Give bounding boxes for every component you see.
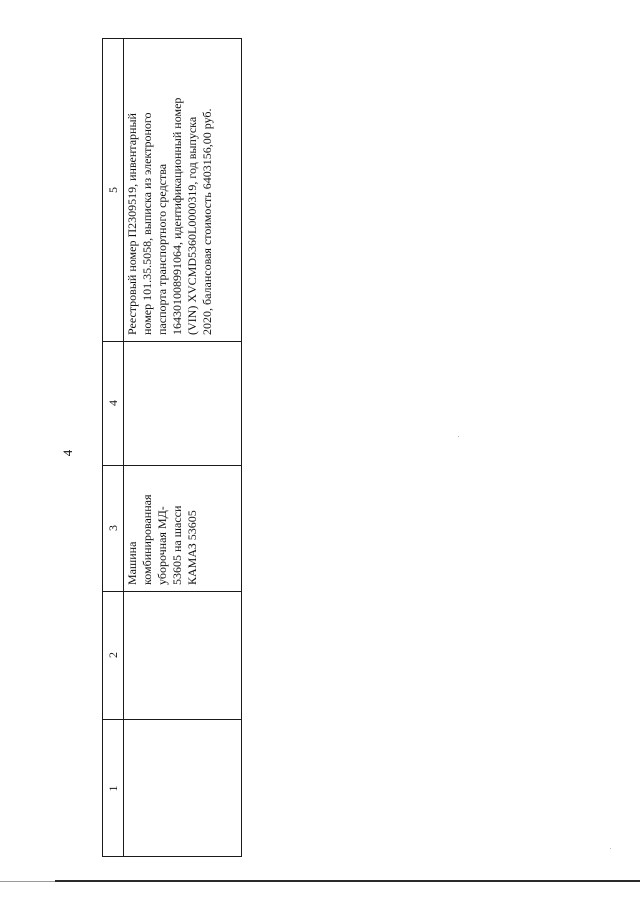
header-col-1: 1 xyxy=(106,785,120,792)
header-col-5: 5 xyxy=(106,187,120,193)
property-table xyxy=(102,38,242,857)
scan-speck xyxy=(610,848,611,849)
cell-col-1 xyxy=(123,719,241,858)
cell-vehicle-name: Машина комбинированная уборочная МД- 53605 на шасси КАМАЗ 53605 xyxy=(125,494,199,585)
header-col-2: 2 xyxy=(106,652,120,658)
scan-edge-line-faint xyxy=(0,881,55,882)
cell-col-4 xyxy=(123,341,241,465)
cell-vehicle-details: Реестровый номер П2309519, инвентарный номер 101.35.5058, выписка из электроного паспорта транспортного средства 164301008991064, идентификационный номер (VIN) XVCMD5360L0000319, год выпуска 2020, балансовая стоимость 6403156,00 руб. xyxy=(125,97,214,335)
cell-col-2 xyxy=(123,591,241,719)
header-col-3: 3 xyxy=(106,525,120,531)
page-number: 4 xyxy=(60,449,75,457)
scan-edge-line xyxy=(55,880,640,882)
header-col-4: 4 xyxy=(106,400,120,406)
scan-speck xyxy=(458,436,459,437)
